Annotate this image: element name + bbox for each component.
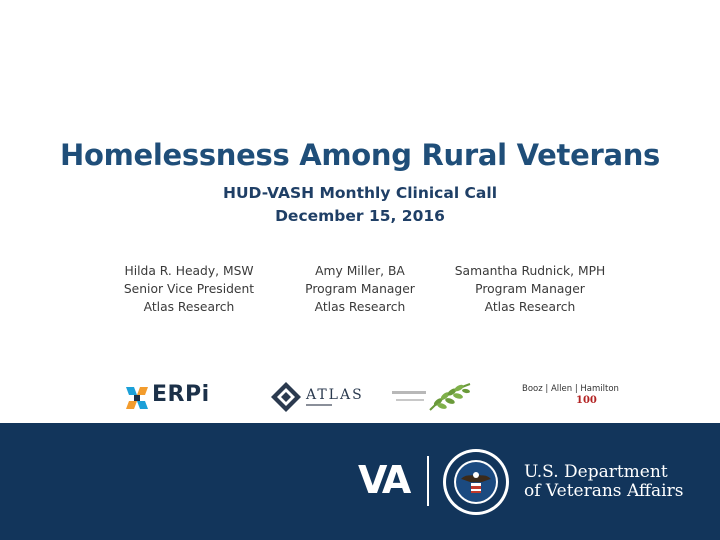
erpi-wordmark: ERPi: [152, 382, 210, 407]
slide-title: Homelessness Among Rural Veterans: [59, 138, 661, 172]
presenter-name: Amy Miller, BA: [315, 264, 405, 278]
bah-wordmark: Booz | Allen | Hamilton: [522, 384, 619, 394]
housing-logo: [390, 380, 480, 416]
atlas-diamond-icon: [270, 381, 302, 413]
presenter-block: [99, 262, 279, 316]
bah-100-mark: 100: [576, 395, 597, 406]
va-department-line1: U.S. Department: [524, 462, 668, 482]
presenter-role: Program Manager: [475, 282, 585, 296]
presenter-name: Samantha Rudnick, MPH: [454, 264, 606, 278]
presenter-block: [270, 262, 450, 316]
va-department-line2: of Veterans Affairs: [524, 481, 684, 501]
presenter-org: Atlas Research: [143, 300, 235, 314]
atlas-wordmark: ATLAS: [306, 387, 364, 403]
presenter-org: Atlas Research: [314, 300, 406, 314]
va-wordmark: VA: [358, 458, 409, 502]
erpi-logo: [124, 380, 224, 414]
fern-leaf-icon: [390, 380, 480, 416]
slide-subtitle-date: December 15, 2016: [275, 207, 445, 225]
presenter-org: Atlas Research: [484, 300, 576, 314]
presenter-block: [440, 262, 620, 316]
atlas-logo: [270, 380, 362, 414]
presenter-role: Program Manager: [305, 282, 415, 296]
presenter-role: Senior Vice President: [123, 282, 255, 296]
booz-allen-hamilton-logo: [522, 384, 619, 410]
erpi-mark-icon: [124, 384, 150, 412]
slide-subtitle-event: HUD-VASH Monthly Clinical Call: [222, 184, 498, 202]
va-divider: [427, 456, 429, 506]
va-seal-icon: [441, 447, 511, 517]
presenter-name: Hilda R. Heady, MSW: [124, 264, 254, 278]
atlas-tagline-rule: [306, 404, 332, 406]
